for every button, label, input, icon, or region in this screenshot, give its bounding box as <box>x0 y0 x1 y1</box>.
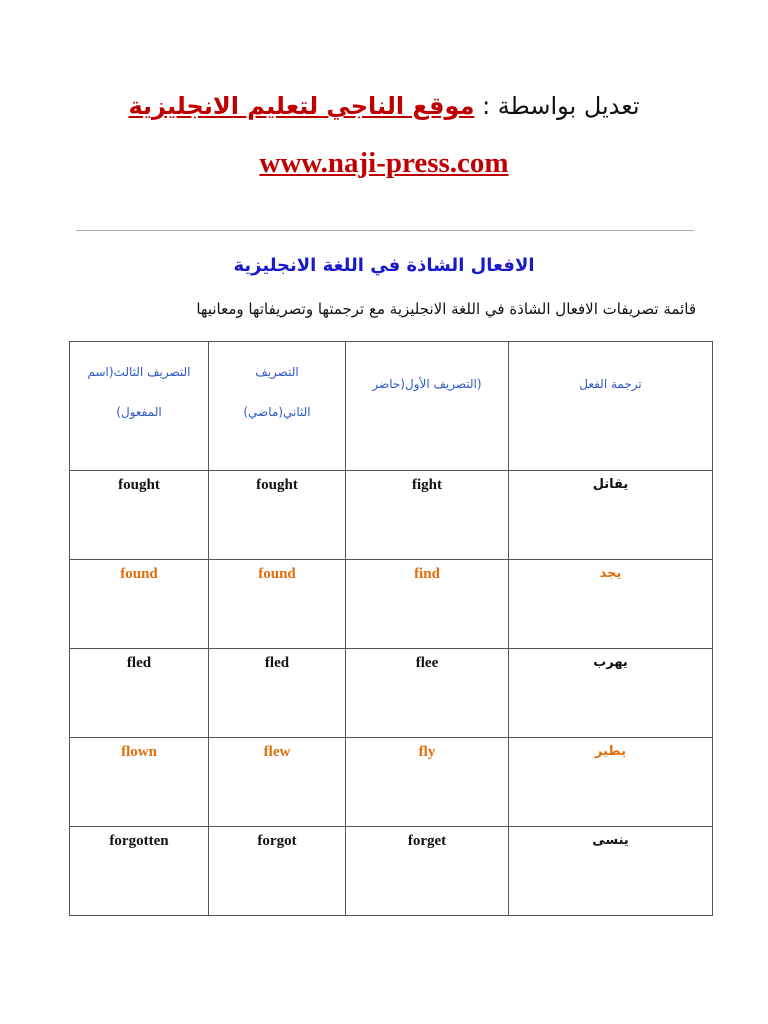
table-row <box>70 649 713 738</box>
header-v2-line2: الثاني(ماضي) <box>243 405 311 419</box>
header-meaning-label: ترجمة الفعل <box>579 377 642 391</box>
cell-v3: found <box>120 566 158 582</box>
cell-v1-container <box>346 738 509 827</box>
cell-v1-container <box>346 471 509 560</box>
cell-v3-container <box>70 649 209 738</box>
cell-v2-container <box>209 471 346 560</box>
cell-v3-container <box>70 827 209 916</box>
header-v2 <box>209 342 346 471</box>
cell-meaning: يقاتل <box>592 477 629 492</box>
table-row <box>70 471 713 560</box>
cell-meaning: يطير <box>595 744 626 759</box>
cell-v2: found <box>258 566 296 582</box>
cell-meaning-container <box>509 827 713 916</box>
cell-v1-container <box>346 827 509 916</box>
header-prefix: تعديل بواسطة : <box>474 92 640 120</box>
cell-v1: flee <box>415 655 439 671</box>
cell-meaning-container <box>509 649 713 738</box>
header-v1-label: (التصريف الأول(حاضر <box>372 377 482 391</box>
cell-v3-container <box>70 471 209 560</box>
cell-v3-container <box>70 738 209 827</box>
table-header-row <box>70 342 713 471</box>
table-row <box>70 560 713 649</box>
cell-v2: forgot <box>257 833 297 849</box>
header-v3-line1: التصريف الثالث(اسم <box>87 365 191 379</box>
cell-v3: fought <box>118 477 160 493</box>
header-v1 <box>346 342 509 471</box>
cell-v2-container <box>209 738 346 827</box>
cell-meaning: يجد <box>599 566 622 581</box>
header-meaning <box>509 342 713 471</box>
cell-v2: fought <box>256 477 298 493</box>
header-v2-line1: التصريف <box>255 365 299 379</box>
cell-v3-container <box>70 560 209 649</box>
table-row <box>70 738 713 827</box>
site-url-link[interactable]: www.naji-press.com <box>259 147 509 179</box>
cell-v1-container <box>346 560 509 649</box>
intro-text: قائمة تصريفات الافعال الشاذة في اللغة الانجليزية مع ترجمتها وتصريفاتها ومعانيها <box>196 300 696 318</box>
cell-meaning-container <box>509 471 713 560</box>
cell-v3: flown <box>121 744 157 760</box>
cell-v1: find <box>414 566 440 582</box>
verbs-table <box>69 341 713 916</box>
cell-v2: fled <box>264 655 290 671</box>
cell-meaning: ينسى <box>592 833 629 848</box>
cell-v2-container <box>209 560 346 649</box>
table-row <box>70 827 713 916</box>
cell-v2: flew <box>263 744 291 760</box>
cell-v3: fled <box>126 655 152 671</box>
header-v3-line2: المفعول) <box>116 405 162 419</box>
cell-meaning-container <box>509 560 713 649</box>
page-header <box>0 86 768 126</box>
cell-v1: fight <box>412 477 442 493</box>
cell-v1: fly <box>418 744 436 760</box>
site-name-link[interactable]: موقع الناجي لتعليم الانجليزية <box>128 92 475 120</box>
cell-v2-container <box>209 649 346 738</box>
cell-v2-container <box>209 827 346 916</box>
cell-meaning: يهرب <box>593 655 628 670</box>
section-title: الافعال الشاذة في اللغة الانجليزية <box>233 255 535 276</box>
cell-v1-container <box>346 649 509 738</box>
cell-v1: forget <box>407 833 447 849</box>
header-v3 <box>70 342 209 471</box>
divider <box>76 230 694 231</box>
cell-v3: forgotten <box>109 833 169 849</box>
cell-meaning-container <box>509 738 713 827</box>
